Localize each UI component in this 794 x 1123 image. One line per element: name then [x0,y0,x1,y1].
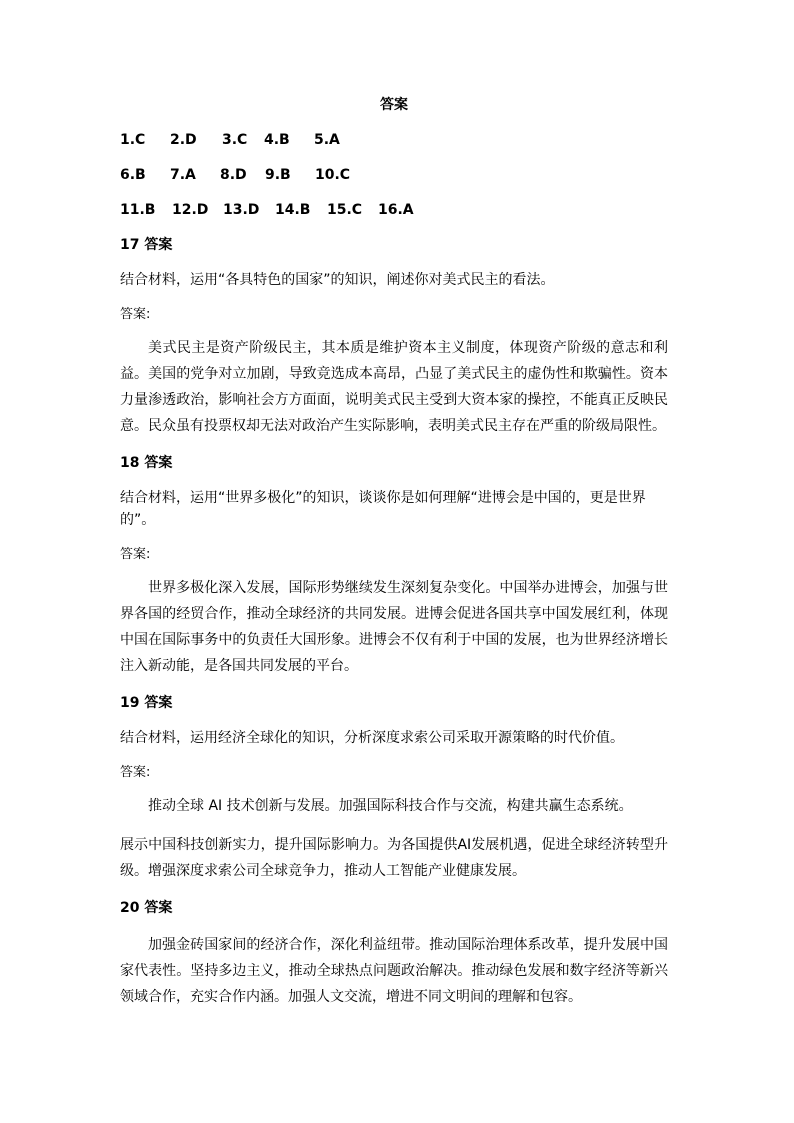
q19-answer-p1: 推动全球 AI 技术创新与发展。加强国际科技合作与交流，构建共赢生态系统。 [148,798,633,814]
q19-question: 结合材料，运用经济全球化的知识，分析深度求索公司采取开源策略的时代价值。 [120,730,624,746]
mc-answer: 9.B [265,167,291,183]
q18-question: 结合材料，运用“世界多极化”的知识，谈谈你是如何理解“进博会是中国的，更是世界的”。 [120,490,646,528]
mc-answer-row-2 [120,164,668,186]
q19-answer-label: 答案: [120,765,151,780]
mc-answer: 8.D [220,167,247,183]
answer-document [120,94,668,1023]
q17-answer-label: 答案: [120,307,151,322]
page-title: 答案 [380,97,408,113]
mc-answer: 1.C [120,132,146,148]
mc-answer: 6.B [120,167,146,183]
mc-answer-row-1 [120,129,668,151]
mc-answer: 10.C [315,167,351,183]
q18-heading: 18 答案 [120,455,173,471]
mc-answer: 12.D [172,202,209,218]
mc-answer: 3.C [222,132,248,148]
q18-answer-label: 答案: [120,547,151,562]
mc-answer: 14.B [275,202,311,218]
q17-heading: 17 答案 [120,237,173,253]
mc-answer: 7.A [170,167,196,183]
mc-answer: 16.A [378,202,414,218]
q17-answer: 美式民主是资产阶级民主，其本质是维护资本主义制度，体现资产阶级的意志和利益。美国的党争对立加剧，导致竞选成本高昂，凸显了美式民主的虚伪性和欺骗性。资本力量渗透政治，影响社会方方面面，说明美式民主受到大资本家的操控，不能真正反映民意。民众虽有投票权却无法对政治产生实际影响，表明美式民主存在严重的阶级局限性。 [120,340,668,434]
q19-heading: 19 答案 [120,695,173,711]
mc-answer: 11.B [120,202,156,218]
mc-answer-row-3 [120,199,668,221]
q20-answer: 加强金砖国家间的经济合作，深化利益纽带。推动国际治理体系改革，提升发展中国家代表性。坚持多边主义，推动全球热点问题政治解决。推动绿色发展和数字经济等新兴领域合作，充实合作内涵。加强人文交流，增进不同文明间的理解和包容。 [120,937,668,1005]
q19-answer-p2: 展示中国科技创新实力，提升国际影响力。为各国提供AI发展机遇，促进全球经济转型升级。增强深度求索公司全球竞争力，推动人工智能产业健康发展。 [120,837,668,879]
mc-answer: 4.B [264,132,290,148]
q20-heading: 20 答案 [120,900,173,916]
mc-answer: 15.C [327,202,363,218]
q18-answer: 世界多极化深入发展，国际形势继续发生深刻复杂变化。中国举办进博会，加强与世界各国的经贸合作，推动全球经济的共同发展。进博会促进各国共享中国发展红利，体现中国在国际事务中的负责任大国形象。进博会不仅有利于中国的发展，也为世界经济增长注入新动能，是各国共同发展的平台。 [120,580,668,674]
mc-answer: 13.D [223,202,260,218]
q17-question: 结合材料，运用“各具特色的国家”的知识，阐述你对美式民主的看法。 [120,272,555,288]
mc-answer: 5.A [314,132,340,148]
mc-answer: 2.D [170,132,197,148]
